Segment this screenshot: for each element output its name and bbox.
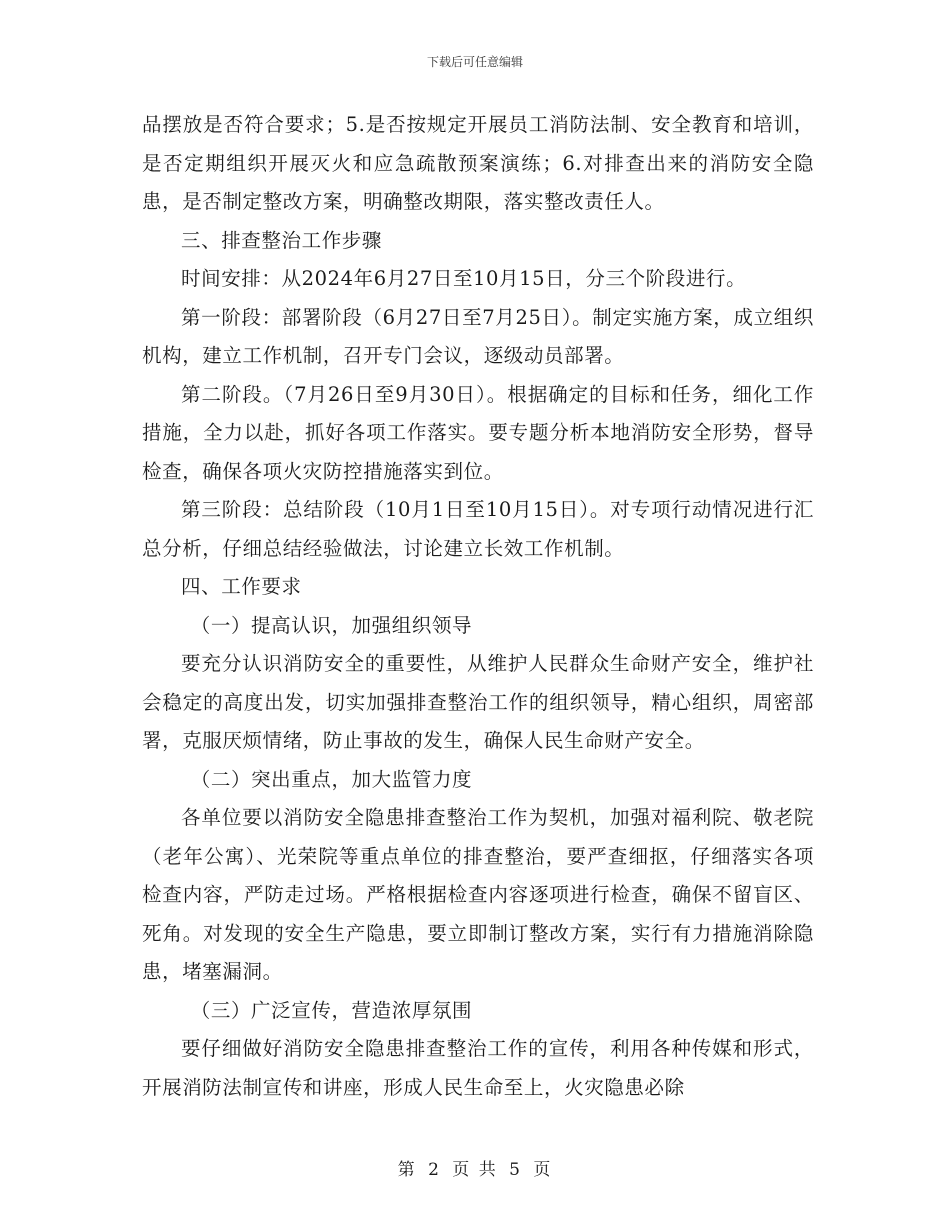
subheading-1: （一）提高认识，加强组织领导: [190, 613, 473, 637]
paragraph-requirement-1: 要充分认识消防安全的重要性，从维护人民群众生命财产安全，维护社会稳定的高度出发，切实加强排查整治工作的组织领导，精心组织，周密部署，克服厌烦情绪，防止事故的发生，确保人民生命财产安全。: [142, 652, 814, 752]
paragraph-phase-3: 第三阶段：总结阶段（10月1日至10月15日）。对专项行动情况进行汇总分析，仔细总结经验做法，讨论建立长效工作机制。: [142, 498, 814, 560]
current-page-number: 2: [428, 1160, 441, 1180]
subheading-2: （二）突出重点，加大监管力度: [190, 767, 473, 791]
footer-suffix: 页: [533, 1160, 553, 1180]
footer-prefix: 第: [397, 1160, 417, 1180]
subheading-3: （三）广泛宣传，营造浓厚氛围: [190, 998, 473, 1022]
total-page-count: 5: [509, 1160, 522, 1180]
section-heading-4: 四、工作要求: [181, 575, 302, 598]
paragraph-phase-1: 第一阶段：部署阶段（6月27日至7月25日）。制定实施方案，成立组织机构，建立工作机制，召开专门会议，逐级动员部署。: [142, 305, 814, 367]
paragraph-requirement-2: 各单位要以消防安全隐患排查整治工作为契机，加强对福利院、敬老院（老年公寓）、光荣院等重点单位的排查整治，要严查细抠，仔细落实各项检查内容，严防走过场。严格根据检查内容逐项进行检查，确保不留盲区、死角。对发现的安全生产隐患，要立即制订整改方案，实行有力措施消除隐患，堵塞漏洞。: [142, 806, 814, 983]
paragraph-phase-2: 第二阶段。（7月26日至9月30日）。根据确定的目标和任务，细化工作措施，全力以赴，抓好各项工作落实。要专题分析本地消防安全形势，督导检查，确保各项火灾防控措施落实到位。: [142, 382, 814, 483]
paragraph-requirement-3: 要仔细做好消防安全隐患排查整治工作的宣传，利用各种传媒和形式，开展消防法制宣传和讲座，形成人民生命至上，火灾隐患必除: [142, 1037, 814, 1099]
document-body: [142, 106, 814, 1107]
section-heading-3: 三、排查整治工作步骤: [181, 228, 383, 252]
page-footer: [0, 1155, 950, 1180]
paragraph-schedule: 时间安排：从2024年6月27日至10月15日，分三个阶段进行。: [181, 267, 747, 290]
paragraph-continuation: 品摆放是否符合要求；5.是否按规定开展员工消防法制、安全教育和培训，是否定期组织开展灭火和应急疏散预案演练；6.对排查出来的消防安全隐患，是否制定整改方案，明确整改期限，落实整改责任人。: [142, 113, 814, 213]
footer-middle: 页 共: [452, 1160, 498, 1180]
header-note: 下载后可任意编辑: [426, 55, 523, 69]
